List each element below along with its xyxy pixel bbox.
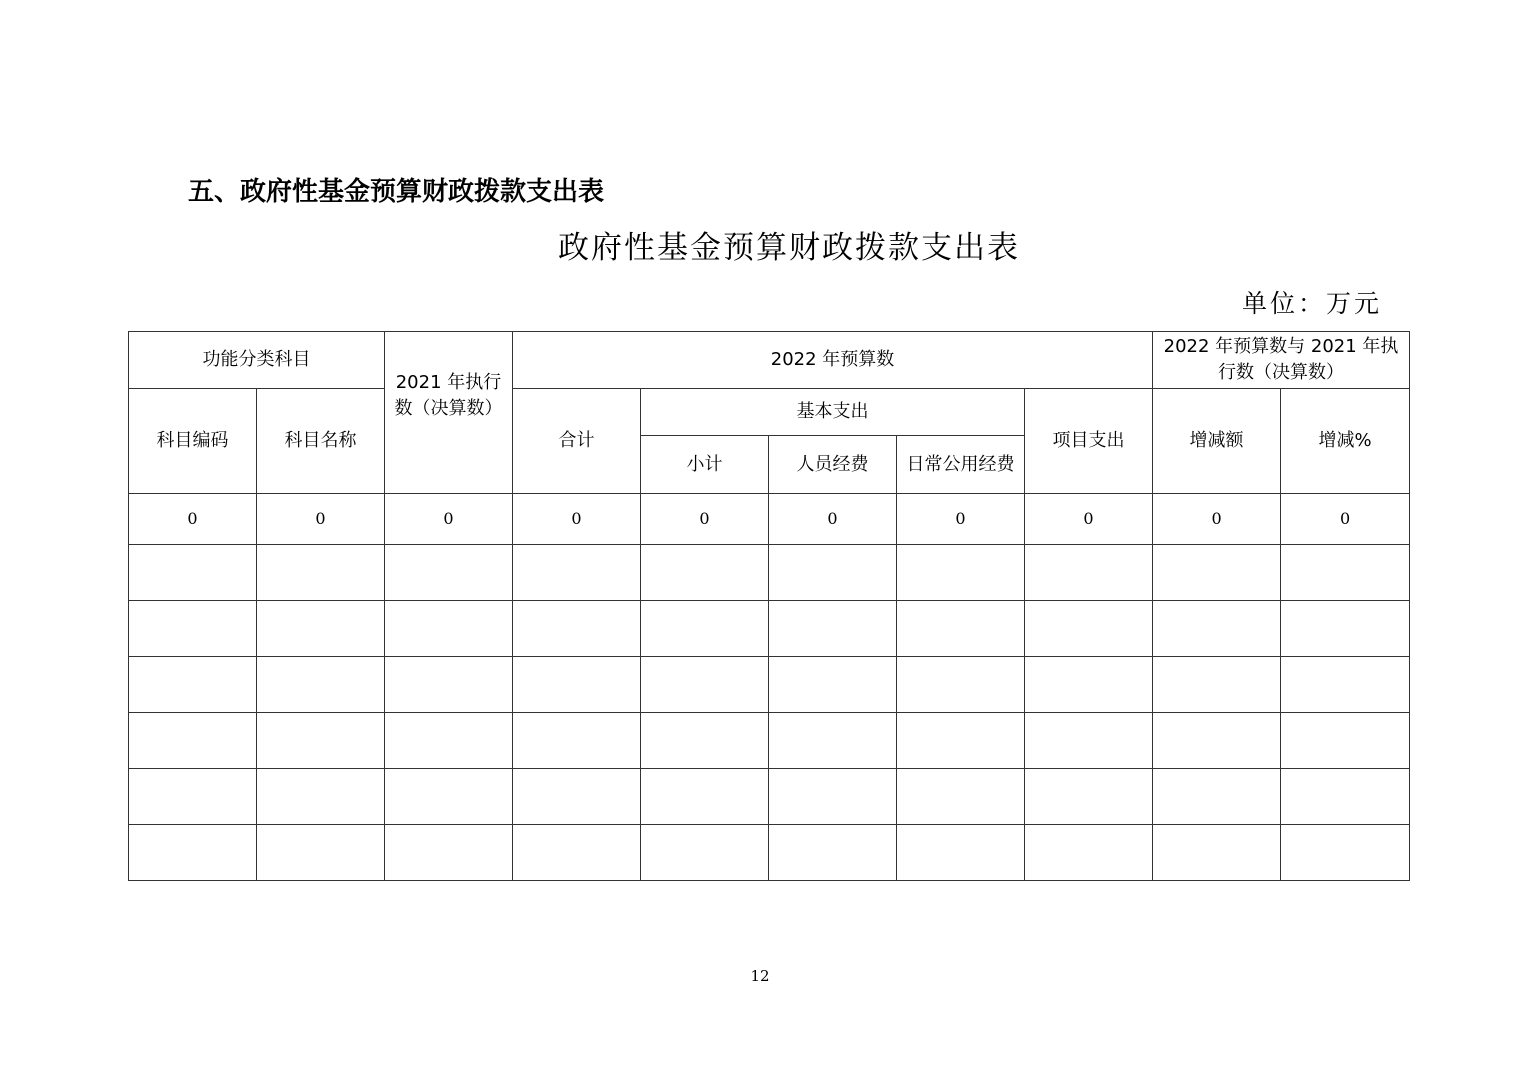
table-row	[129, 713, 1410, 769]
table-cell	[257, 825, 385, 881]
table-cell	[129, 713, 257, 769]
table-cell	[1281, 545, 1410, 601]
header-project-expenditure: 项目支出	[1025, 389, 1153, 494]
table-row	[129, 657, 1410, 713]
table-cell	[897, 825, 1025, 881]
table-cell	[1025, 825, 1153, 881]
table-cell	[257, 601, 385, 657]
page-number: 12	[750, 967, 770, 985]
table-cell	[385, 657, 513, 713]
table-cell	[769, 825, 897, 881]
table-cell	[1025, 657, 1153, 713]
table-cell	[129, 657, 257, 713]
table-cell: 0	[257, 494, 385, 545]
header-subtotal: 小计	[641, 436, 769, 494]
table-cell: 0	[641, 494, 769, 545]
table-cell: 0	[385, 494, 513, 545]
header-change-vs-2021: 2022 年预算数与 2021 年执行数（决算数）	[1153, 332, 1410, 389]
table-cell	[1025, 713, 1153, 769]
table-cell	[385, 545, 513, 601]
table-cell	[1281, 601, 1410, 657]
table-cell	[897, 769, 1025, 825]
header-subject-code: 科目编码	[129, 389, 257, 494]
table-cell	[1281, 713, 1410, 769]
table-cell	[641, 657, 769, 713]
table-cell	[1281, 769, 1410, 825]
header-change-amount: 增减额	[1153, 389, 1281, 494]
table-cell	[257, 657, 385, 713]
header-basic-expenditure: 基本支出	[641, 389, 1025, 436]
table-cell	[257, 769, 385, 825]
section-heading: 五、政府性基金预算财政拨款支出表	[188, 177, 605, 207]
table-cell	[897, 601, 1025, 657]
table-cell	[897, 545, 1025, 601]
budget-expenditure-table	[128, 331, 1410, 881]
table-cell	[1025, 769, 1153, 825]
table-cell: 0	[1025, 494, 1153, 545]
table-cell	[769, 713, 897, 769]
table-cell	[257, 545, 385, 601]
header-exec-2021: 2021 年执行数（决算数）	[385, 332, 513, 494]
header-personnel-cost: 人员经费	[769, 436, 897, 494]
table-row	[129, 769, 1410, 825]
table-cell	[1281, 825, 1410, 881]
table-cell	[1153, 769, 1281, 825]
table-cell	[1153, 657, 1281, 713]
table-cell	[129, 769, 257, 825]
table-cell	[129, 545, 257, 601]
table-cell	[385, 601, 513, 657]
table-cell	[513, 545, 641, 601]
table-cell	[257, 713, 385, 769]
table-cell	[897, 657, 1025, 713]
table-cell	[897, 713, 1025, 769]
table-cell: 0	[513, 494, 641, 545]
header-daily-public-cost: 日常公用经费	[897, 436, 1025, 494]
header-change-percent: 增减%	[1281, 389, 1410, 494]
table-cell	[385, 713, 513, 769]
table-cell	[513, 825, 641, 881]
table-cell	[641, 601, 769, 657]
table-cell	[641, 713, 769, 769]
table-row	[129, 545, 1410, 601]
table-cell	[513, 657, 641, 713]
table-cell: 0	[129, 494, 257, 545]
table-cell: 0	[1153, 494, 1281, 545]
header-budget-2022: 2022 年预算数	[513, 332, 1153, 389]
table-cell	[1153, 825, 1281, 881]
table-cell	[513, 713, 641, 769]
header-functional-category: 功能分类科目	[129, 332, 385, 389]
table-cell	[1153, 601, 1281, 657]
table-cell	[513, 601, 641, 657]
table-cell	[1025, 601, 1153, 657]
table-row	[129, 825, 1410, 881]
table-cell	[385, 825, 513, 881]
header-total: 合计	[513, 389, 641, 494]
table-cell: 0	[769, 494, 897, 545]
table-cell	[769, 657, 897, 713]
unit-label: 单位：万元	[1241, 289, 1382, 318]
table-cell	[513, 769, 641, 825]
table-cell	[769, 601, 897, 657]
table-cell	[385, 769, 513, 825]
table-cell: 0	[1281, 494, 1410, 545]
header-subject-name: 科目名称	[257, 389, 385, 494]
table-cell	[1281, 657, 1410, 713]
table-cell	[129, 601, 257, 657]
table-cell	[129, 825, 257, 881]
table-cell	[1025, 545, 1153, 601]
table-cell	[769, 769, 897, 825]
table-cell	[641, 545, 769, 601]
table-cell	[1153, 713, 1281, 769]
table-cell	[769, 545, 897, 601]
table-row	[129, 601, 1410, 657]
table-title: 政府性基金预算财政拨款支出表	[558, 230, 1020, 266]
table-cell: 0	[897, 494, 1025, 545]
table-cell	[641, 769, 769, 825]
table-cell	[1153, 545, 1281, 601]
table-row	[129, 494, 1410, 545]
table-cell	[641, 825, 769, 881]
